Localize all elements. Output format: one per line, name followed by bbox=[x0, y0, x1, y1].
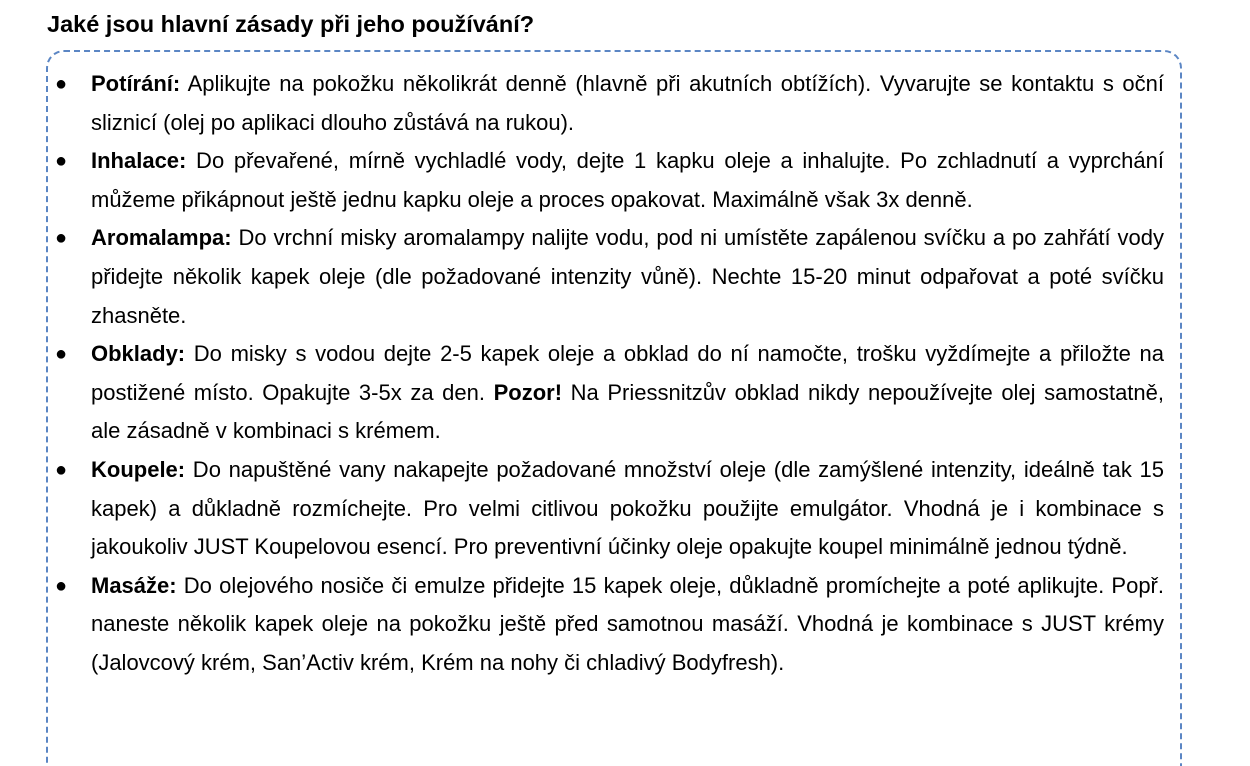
list-item-aromalampa bbox=[55, 219, 1164, 335]
item-text: Do vrchní misky aromalampy nalijte vodu, pod ni umístěte zapálenou svíčku a po zahřátí vody přidejte několik kapek oleje (dle požadované intenzity vůně). Nechte 15-20 minut odpařovat a poté svíčku zhasněte. bbox=[91, 225, 1164, 328]
list-item-masaze bbox=[55, 567, 1164, 683]
list-item-koupele bbox=[55, 451, 1164, 567]
item-term: Potírání: bbox=[91, 71, 181, 96]
bullet-icon: ● bbox=[55, 574, 68, 597]
bullet-icon: ● bbox=[55, 227, 68, 250]
item-text: Do misky s vodou dejte 2-5 kapek oleje a obklad do ní namočte, trošku vyždímejte a přiložte na postižené místo. Opakujte 3-5x za den. bbox=[91, 341, 1164, 405]
item-text: Aplikujte na pokožku několikrát denně (hlavně při akutních obtížích). Vyvarujte se kontaktu s oční sliznicí (olej po aplikaci dlouho zůstává na rukou). bbox=[91, 71, 1164, 135]
item-term: Obklady: bbox=[91, 341, 186, 367]
bullet-icon: ● bbox=[55, 150, 68, 173]
item-text-after: Na Priessnitzův obklad nikdy nepoužívejte olej samostatně, ale zásadně v kombinaci s krémem. bbox=[91, 379, 1164, 444]
item-term: Koupele: bbox=[91, 456, 186, 482]
bullet-icon: ● bbox=[55, 458, 68, 481]
bullet-icon: ● bbox=[55, 73, 68, 95]
warning-label: Pozor! bbox=[493, 379, 563, 405]
list-item-obklady bbox=[55, 335, 1164, 451]
bullet-icon: ● bbox=[55, 343, 68, 366]
item-term: Masáže: bbox=[91, 572, 177, 598]
item-term: Aromalampa: bbox=[91, 225, 232, 251]
usage-list bbox=[55, 65, 1164, 683]
item-text: Do olejového nosiče či emulze přidejte 15 kapek oleje, důkladně promíchejte a poté aplikujte. Popř. naneste několik kapek oleje na pokožku ještě před samotnou masáží. Vhodná je kombinace s JUST krémy (Jalovcový krém, San’Activ krém, Krém na nohy či chladivý Bodyfresh). bbox=[91, 572, 1164, 675]
item-text: Do převařené, mírně vychladlé vody, dejte 1 kapku oleje a inhalujte. Po zchladnutí a vyprchání můžeme přikápnout ještě jednu kapku oleje a proces opakovat. Maximálně však 3x denně. bbox=[91, 148, 1164, 212]
section-heading: Jaké jsou hlavní zásady při jeho používání? bbox=[47, 11, 535, 37]
list-item-potirani bbox=[55, 65, 1164, 142]
item-term: Inhalace: bbox=[91, 148, 187, 174]
list-item-inhalace bbox=[55, 142, 1164, 219]
item-text: Do napuštěné vany nakapejte požadované množství oleje (dle zamýšlené intenzity, ideálně tak 15 kapek) a důkladně rozmíchejte. Pro velmi citlivou pokožku použijte emulgátor. Vhodná je i kombinace s jakoukoliv JUST Koupelovou esencí. Pro preventivní účinky oleje opakujte koupel minimálně jednou týdně. bbox=[91, 456, 1164, 560]
